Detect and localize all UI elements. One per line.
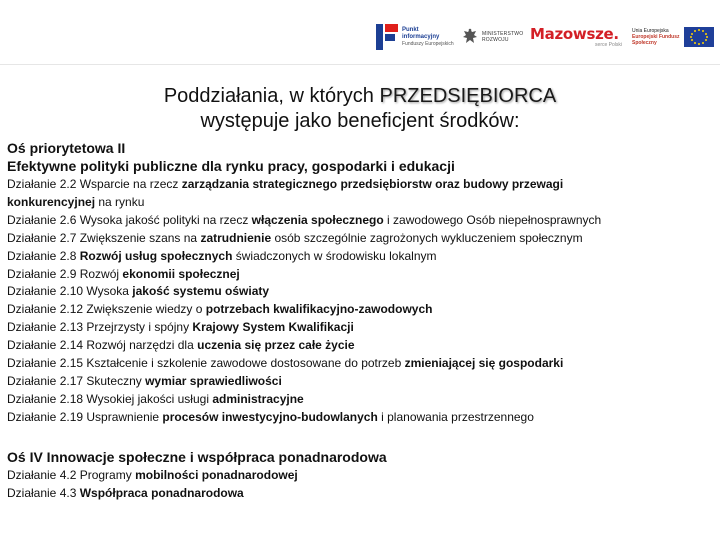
measure-text: Działanie 2.8 <box>7 248 80 263</box>
measure-text-tail: i zawodowego Osób niepełnosprawnych <box>383 212 602 227</box>
axis-2-list <box>7 176 713 427</box>
fe-logo-line1: Punkt <box>402 26 419 33</box>
measure-bold-text: konkurencyjnej <box>7 194 96 209</box>
measure-item <box>7 266 713 284</box>
measure-item <box>7 212 713 230</box>
measure-item <box>7 409 713 427</box>
measure-item <box>7 194 713 212</box>
measure-bold-text: Krajowy System Kwalifikacji <box>192 320 354 335</box>
measure-bold-text: zmieniającej się gospodarki <box>404 356 564 371</box>
measure-text: Działanie 2.9 Rozwój <box>7 266 123 281</box>
eu-logo-text <box>632 28 680 46</box>
measure-text: Działanie 2.7 Zwiększenie szans na <box>7 230 201 245</box>
measure-text: Działanie 2.19 Usprawnienie <box>7 409 163 424</box>
measure-text-tail: na rynku <box>95 194 145 209</box>
axis-4-list <box>7 467 713 503</box>
fe-mark-icon <box>376 24 398 50</box>
measure-bold-text: potrzebach kwalifikacyjno-zawodowych <box>205 302 433 317</box>
ministry-logo-text <box>482 31 523 43</box>
measure-text-tail: i planowania przestrzennego <box>377 409 534 424</box>
fe-info-point-logo <box>376 22 456 52</box>
axis-2-section <box>7 139 713 427</box>
measure-item <box>7 391 713 409</box>
measure-item <box>7 485 713 503</box>
measure-text: Działanie 2.18 Wysokiej jakości usługi <box>7 391 213 406</box>
eu-flag-icon <box>684 27 714 47</box>
slide-title <box>100 84 620 134</box>
title-highlight: PRZEDSIĘBIORCA <box>379 85 557 107</box>
eagle-icon <box>462 27 478 47</box>
axis-4-section <box>7 447 713 503</box>
eu-logo <box>632 22 718 52</box>
measure-item <box>7 248 713 266</box>
ministry-logo <box>462 22 524 52</box>
slide-content <box>7 139 713 503</box>
logo-bar <box>0 0 720 65</box>
measure-item <box>7 283 713 301</box>
fe-logo-line3: Funduszy Europejskich <box>402 40 454 47</box>
section-spacer <box>7 427 713 447</box>
measure-item <box>7 301 713 319</box>
measure-bold-text: włączenia społecznego <box>251 212 384 227</box>
measure-bold-text: zarządzania strategicznego przedsiębiorstw oraz budowy przewagi <box>181 177 564 191</box>
measure-bold-text: uczenia się przez całe życie <box>197 338 355 353</box>
measure-text: Działanie 2.12 Zwiększenie wiedzy o <box>7 302 206 317</box>
measure-item <box>7 319 713 337</box>
measure-bold-text: jakość systemu oświaty <box>132 284 270 299</box>
slide-title-line1 <box>100 84 620 109</box>
axis-2-subheading: Efektywne polityki publiczne dla rynku pracy, gospodarki i edukacji <box>7 158 455 174</box>
measure-text: Działanie 2.14 Rozwój narzędzi dla <box>7 338 198 353</box>
measure-text: Działanie 4.3 <box>7 485 80 500</box>
measure-bold-text: wymiar sprawiedliwości <box>145 373 282 388</box>
measure-text: Działanie 2.17 Skuteczny <box>7 373 146 388</box>
measure-bold-text: zatrudnienie <box>200 230 272 245</box>
measure-item <box>7 230 713 248</box>
measure-bold-text: Rozwój usług społecznych <box>79 248 233 263</box>
fe-logo-text <box>402 27 454 48</box>
measure-bold-text: mobilności ponadnarodowej <box>135 467 298 482</box>
measure-text: Działanie 2.13 Przejrzysty i spójny <box>7 320 193 335</box>
axis-2-heading: Oś priorytetowa II <box>7 140 126 156</box>
fe-logo-line2: informacyjny <box>402 33 440 40</box>
measure-bold-text: Współpraca ponadnarodowa <box>79 485 244 500</box>
measure-item <box>7 337 713 355</box>
measure-text-tail: świadczonych w środowisku lokalnym <box>232 248 437 263</box>
slide-title-line2: występuje jako beneficjent środków: <box>200 110 520 132</box>
measure-item <box>7 355 713 373</box>
measure-item <box>7 176 713 194</box>
axis-4-heading: Oś IV Innowacje społeczne i współpraca ponadnarodowa <box>7 448 387 465</box>
eu-logo-line1: Unia Europejska <box>632 28 669 34</box>
measure-text: Działanie 2.2 Wsparcie na rzecz <box>7 177 182 191</box>
measure-text-tail: osób szczególnie zagrożonych wykluczeniem społecznym <box>271 230 583 245</box>
mazowsze-logo-name: Mazowsze. <box>530 25 619 43</box>
ministry-logo-line1: MINISTERSTWO <box>482 31 524 37</box>
measure-item <box>7 373 713 391</box>
mazowsze-logo <box>530 22 628 52</box>
eu-logo-line3: Społeczny <box>632 40 657 46</box>
mazowsze-logo-tagline: serce Polski <box>595 42 622 48</box>
measure-text: Działanie 2.10 Wysoka <box>7 284 133 299</box>
title-prefix: Poddziałania, w których <box>163 85 380 107</box>
measure-bold-text: administracyjne <box>212 391 304 406</box>
measure-text: Działanie 2.15 Kształcenie i szkolenie zawodowe dostosowane do potrzeb <box>7 356 405 371</box>
measure-bold-text: ekonomii społecznej <box>122 266 240 281</box>
measure-text: Działanie 4.2 Programy <box>7 467 136 482</box>
eu-logo-line2: Europejski Fundusz <box>632 34 680 40</box>
measure-item <box>7 467 713 485</box>
measure-text: Działanie 2.6 Wysoka jakość polityki na rzecz <box>7 212 252 227</box>
ministry-logo-line2: ROZWOJU <box>482 37 509 43</box>
measure-bold-text: procesów inwestycyjno-budowlanych <box>162 409 378 424</box>
